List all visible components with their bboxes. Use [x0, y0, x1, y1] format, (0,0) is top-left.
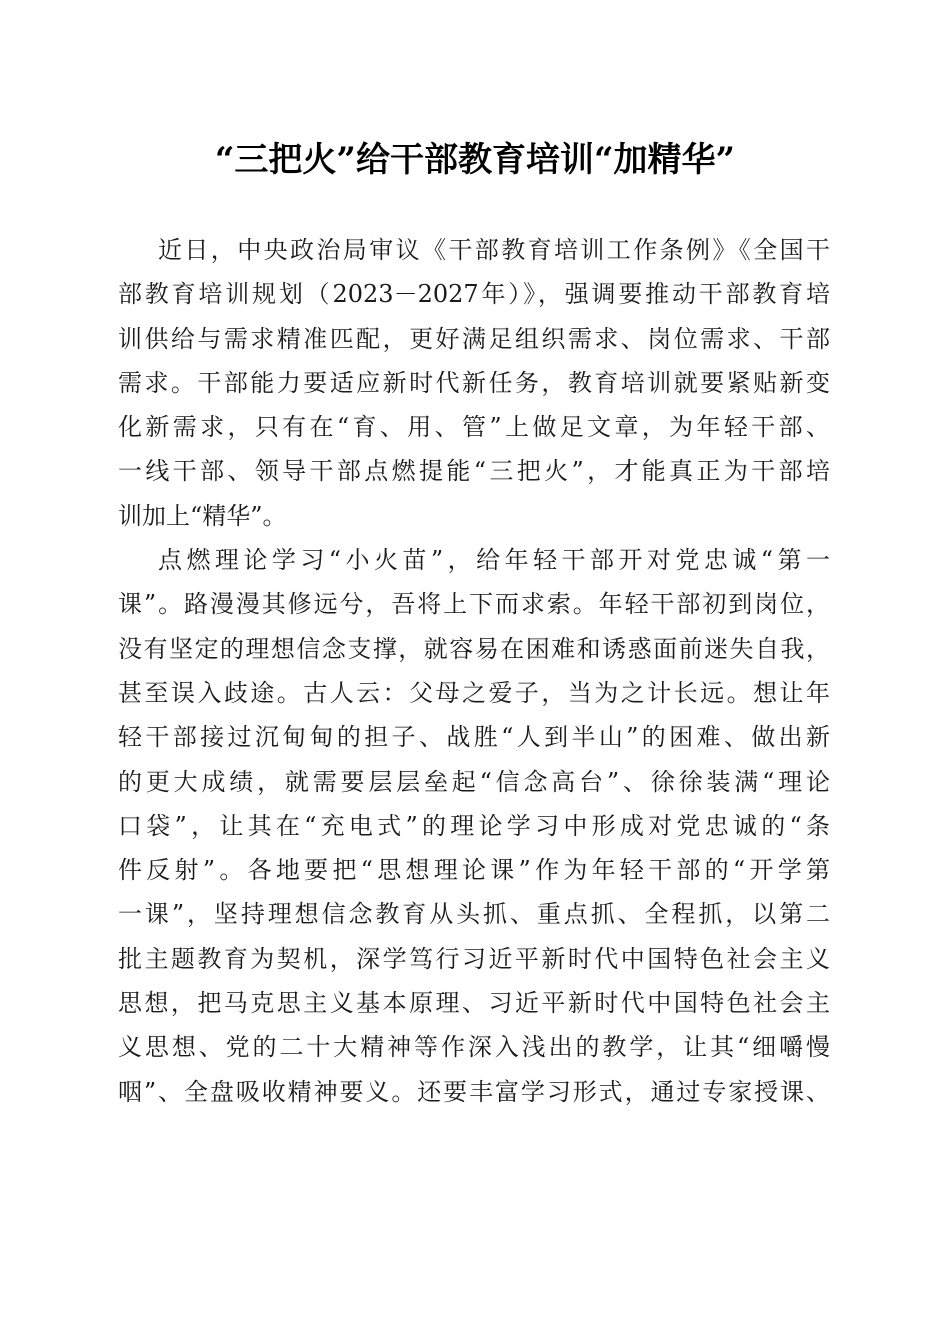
text-line: 口袋”，让其在“充电式”的理论学习中形成对党忠诚的“条 [118, 811, 830, 840]
text-line: 没有坚定的理想信念支撑，就容易在困难和诱惑面前迷失自我， [118, 634, 830, 663]
text-line: 一课”，坚持理想信念教育从头抓、重点抓、全程抓，以第二 [118, 900, 830, 929]
document-title: “三把火”给干部教育培训“加精华” [214, 140, 736, 180]
text-line: 一线干部、领导干部点燃提能“三把火”，才能真正为干部培 [118, 457, 830, 486]
text-line: 批主题教育为契机，深学笃行习近平新时代中国特色社会主义 [118, 944, 830, 973]
text-line: 思想，把马克思主义基本原理、习近平新时代中国特色社会主 [118, 989, 830, 1018]
text-line: 甚至误入歧途。古人云：父母之爱子，当为之计长远。想让年 [118, 678, 830, 707]
paragraph-2 [118, 538, 830, 1114]
text-line: 轻干部接过沉甸甸的担子、战胜“人到半山”的困难、做出新 [118, 723, 830, 752]
text-line: 近日，中央政治局审议《干部教育培训工作条例》《全国干 [158, 236, 830, 264]
text-line: 部教育培训规划（2023－2027年）》，强调要推动干部教育培 [118, 280, 830, 309]
text-line: 训加上“精华”。 [118, 501, 287, 530]
paragraph-1 [118, 228, 830, 538]
text-line: 点燃理论学习“小火苗”，给年轻干部开对党忠诚“第一 [158, 546, 830, 575]
text-line: 的更大成绩，就需要层层垒起“信念高台”、徐徐装满“理论 [118, 767, 830, 796]
text-line: 需求。干部能力要适应新时代新任务，教育培训就要紧贴新变 [118, 368, 830, 397]
text-line: 义思想、党的二十大精神等作深入浅出的教学，让其“细嚼慢 [118, 1033, 830, 1062]
text-line: 训供给与需求精准匹配，更好满足组织需求、岗位需求、干部 [118, 324, 830, 353]
text-line: 化新需求，只有在“育、用、管”上做足文章，为年轻干部、 [118, 413, 830, 442]
text-line: 课”。路漫漫其修远兮，吾将上下而求索。年轻干部初到岗位， [118, 590, 830, 619]
document-body [118, 228, 830, 1114]
text-line: 件反射”。各地要把“思想理论课”作为年轻干部的“开学第 [118, 856, 830, 885]
text-line: 咽”、全盘吸收精神要义。还要丰富学习形式，通过专家授课、 [118, 1077, 830, 1106]
